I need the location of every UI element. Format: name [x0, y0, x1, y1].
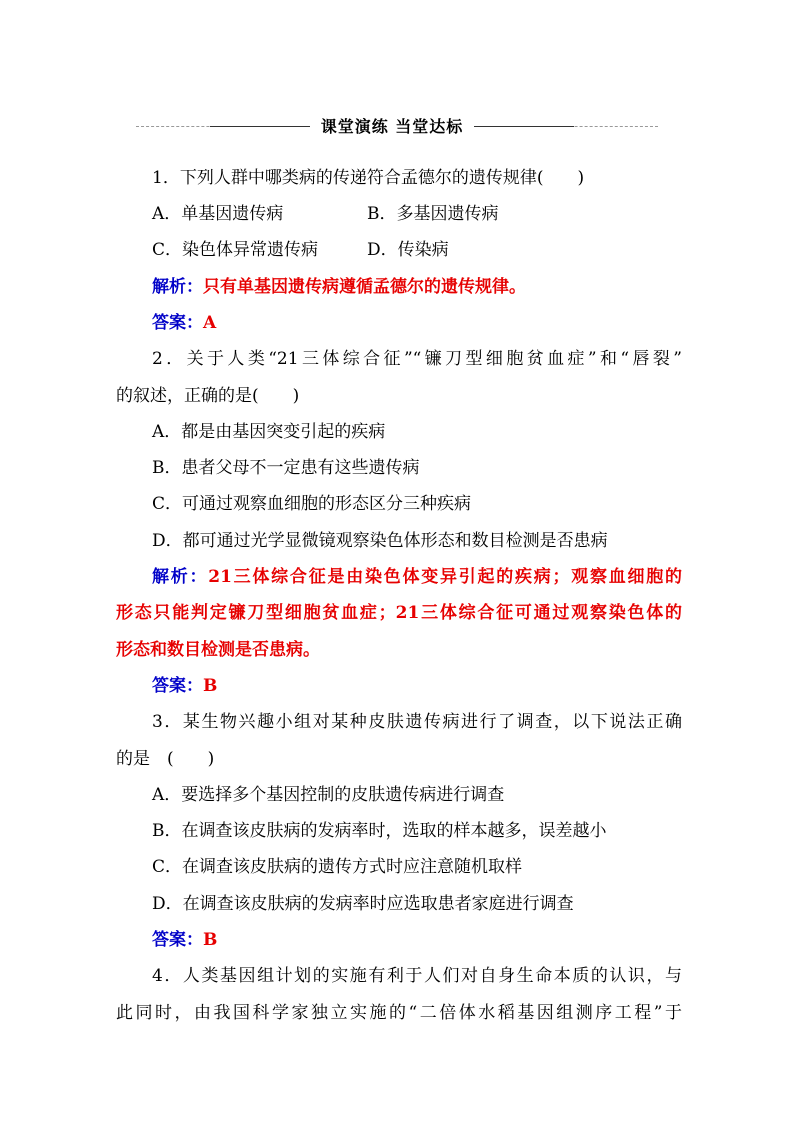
q2-answer: [152, 674, 217, 698]
q1-analysis-text: 只有单基因遗传病遵循孟德尔的遗传规律。: [203, 277, 526, 297]
q3-option-a: A．要选择多个基因控制的皮肤遗传病进行调查: [152, 785, 505, 805]
q1-analysis: [152, 275, 526, 299]
q4-stem-line1: 4．人类基因组计划的实施有利于人们对自身生命本质的认识，与: [152, 966, 682, 986]
q1-option-b: B．多基因遗传病: [367, 204, 499, 224]
q1-stem: 1．下列人群中哪类病的传递符合孟德尔的遗传规律( ): [152, 168, 585, 188]
q1-answer-value: A: [203, 313, 217, 333]
q4-stem-line2: 此同时，由我国科学家独立实施的“二倍体水稻基因组测序工程”于: [116, 1003, 682, 1023]
q2-analysis-line2: 形态只能判定镰刀型细胞贫血症；21三体综合征可通过观察染色体的: [116, 603, 682, 623]
q2-option-a: A．都是由基因突变引起的疾病: [152, 422, 386, 442]
q1-option-d: D．传染病: [367, 240, 449, 260]
q2-analysis-line1: [152, 565, 682, 589]
q3-answer-value: B: [203, 930, 218, 950]
q1-answer: [152, 311, 216, 335]
q2-answer-value: B: [203, 676, 218, 696]
q2-analysis-label: 解析：: [152, 567, 209, 587]
q2-option-d: D．都可通过光学显微镜观察染色体形态和数目检测是否患病: [152, 531, 608, 551]
q2-stem-line2: 的叙述，正确的是( ): [116, 386, 300, 406]
q2-stem-line1: 2．关于人类“21三体综合征”“镰刀型细胞贫血症”和“唇裂”: [152, 349, 682, 369]
q1-option-a: A．单基因遗传病: [152, 204, 284, 224]
q2-option-c: C．可通过观察血细胞的形态区分三种疾病: [152, 494, 472, 514]
q3-stem-line1: 3．某生物兴趣小组对某种皮肤遗传病进行了调查，以下说法正确: [152, 712, 682, 732]
q2-answer-label: 答案：: [152, 676, 203, 696]
header-rule-right: [474, 126, 658, 127]
q3-option-c: C．在调查该皮肤病的遗传方式时应注意随机取样: [152, 857, 523, 877]
q3-option-d: D．在调查该皮肤病的发病率时应选取患者家庭进行调查: [152, 894, 574, 914]
q1-answer-label: 答案：: [152, 313, 203, 333]
q2-analysis-text1: 21三体综合征是由染色体变异引起的疾病；观察血细胞的: [208, 567, 683, 587]
q3-stem-line2: 的是 ( ): [116, 749, 215, 769]
q2-option-b: B．患者父母不一定患有这些遗传病: [152, 458, 420, 478]
q1-analysis-label: 解析：: [152, 277, 203, 297]
q3-answer: [152, 928, 217, 952]
header-rule-left: [136, 126, 310, 127]
q2-analysis-line3: 形态和数目检测是否患病。: [116, 640, 320, 660]
section-title: 课堂演练 当堂达标: [320, 117, 464, 136]
q3-answer-label: 答案：: [152, 930, 203, 950]
q1-option-c: C．染色体异常遗传病: [152, 240, 319, 260]
section-header: [136, 114, 658, 140]
q3-option-b: B．在调查该皮肤病的发病率时，选取的样本越多，误差越小: [152, 821, 607, 841]
